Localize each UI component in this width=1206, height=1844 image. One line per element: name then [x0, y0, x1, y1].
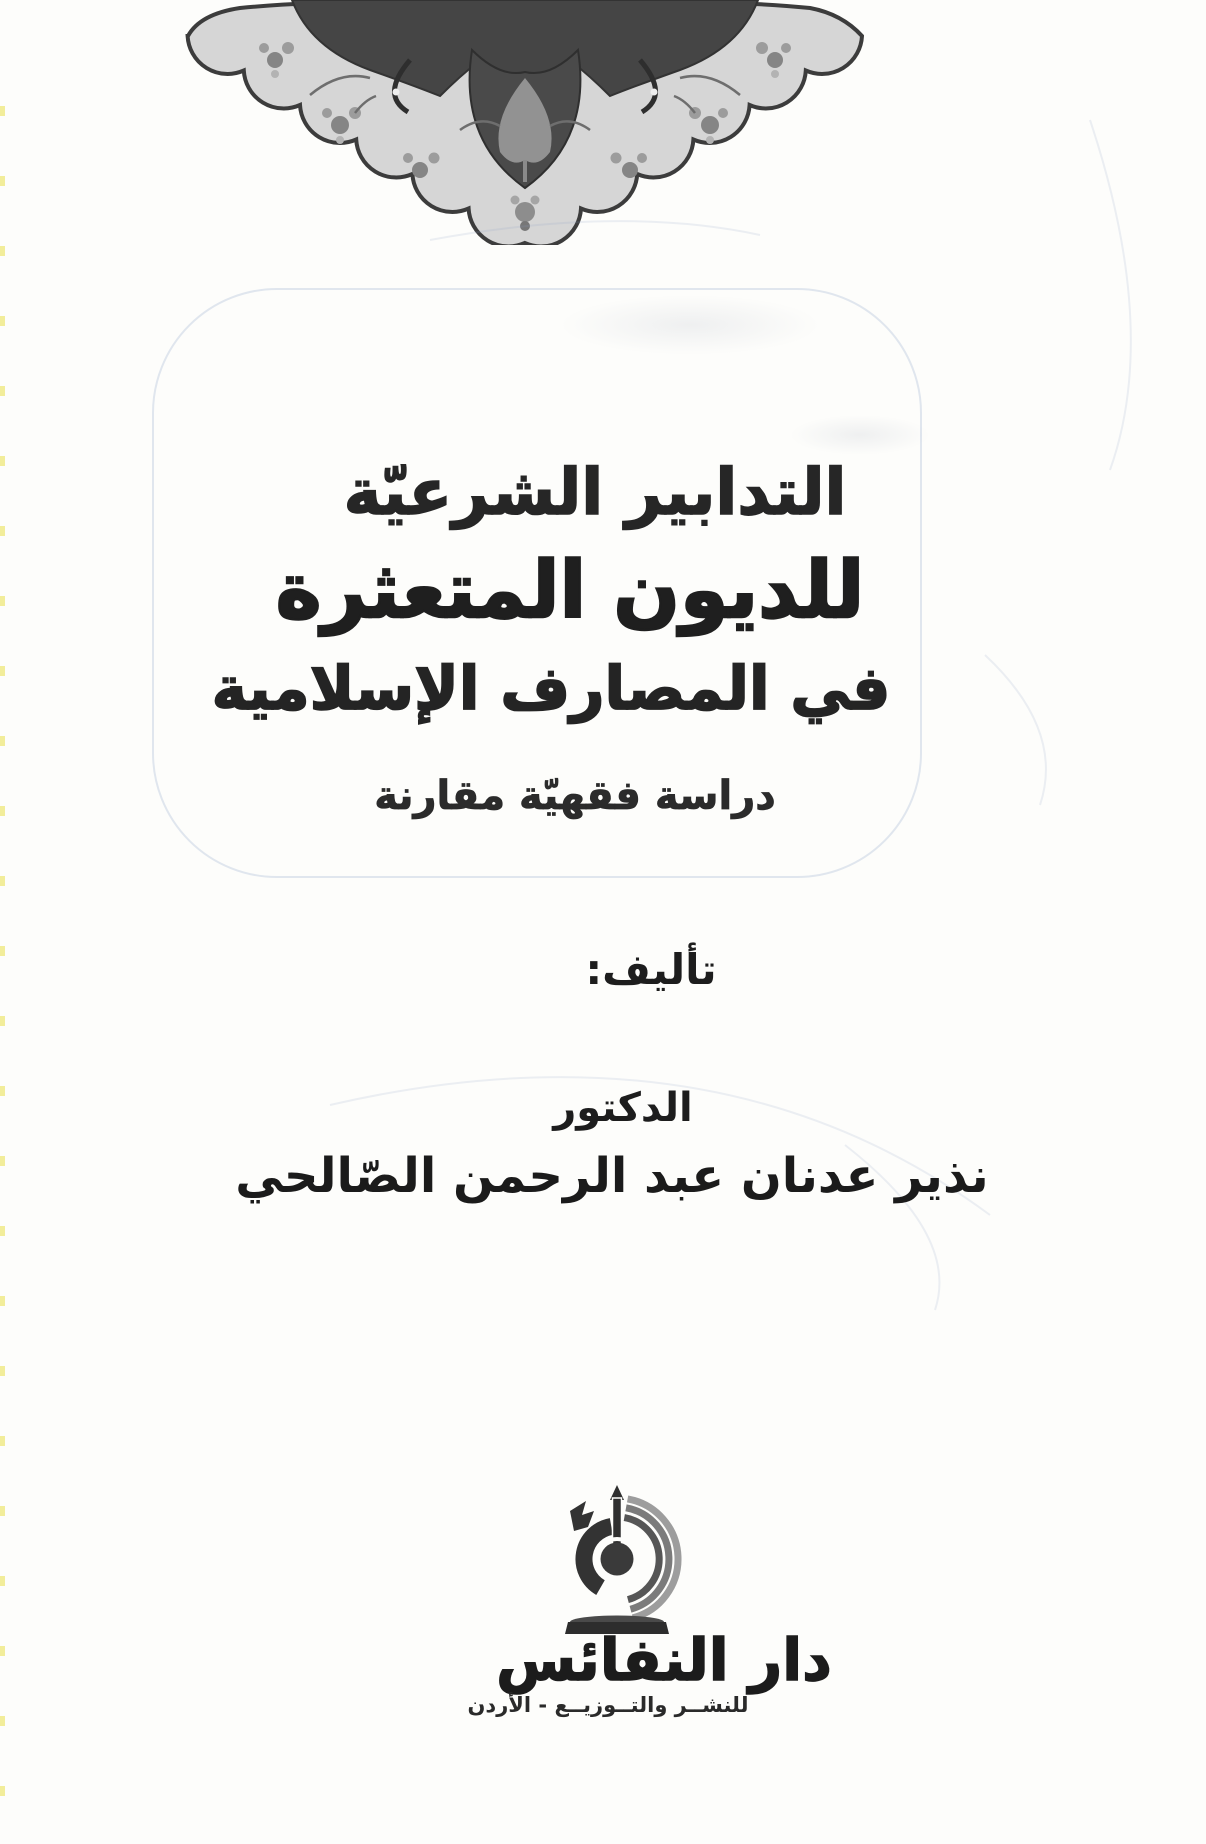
author-name: نذير عدنان عبد الرحمن الصّالحي: [235, 1148, 989, 1204]
title-line-2: للديون المتعثرة: [275, 546, 865, 636]
publisher-emblem-icon: [556, 1485, 682, 1637]
scan-edge-marks: [0, 106, 5, 1818]
publisher-wordmark: دار النفائس: [496, 1626, 832, 1694]
title-subtitle: دراسة فقهيّة مقارنة: [374, 773, 776, 819]
title-line-3: في المصارف الإسلامية: [211, 654, 891, 724]
author-honorific: الدكتور: [553, 1085, 693, 1131]
islamic-floral-pendant-ornament: [180, 0, 870, 245]
publisher-tagline: للنشــر والتــوزيــع - الأردن: [467, 1693, 749, 1717]
title-line-1: التدابير الشرعيّة: [343, 456, 847, 530]
byline-label: تأليف:: [585, 945, 717, 994]
